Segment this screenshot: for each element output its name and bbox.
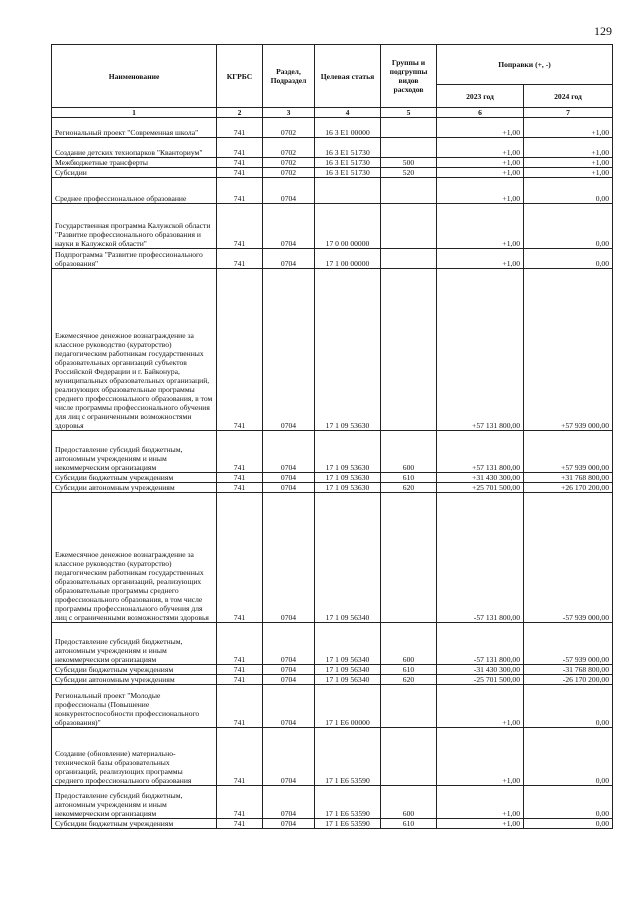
row-target: 17 1 00 00000 — [315, 249, 381, 269]
row-kgrbs: 741 — [217, 138, 263, 158]
table-row — [52, 249, 613, 269]
row-section: 0704 — [263, 178, 315, 204]
row-amount-2024: +1,00 — [524, 158, 613, 168]
row-name: Ежемесячное денежное вознаграждение за классное руководство (кураторство) педагогическим работникам государственных образовательных организаций субъектов Российской Федерации и г. Байконура, муниципальных образовательных организаций, реализующих образовательные программы среднего профессионального образования, в том числе программы профессионального обучения для лиц с ограниченными возможностями здоровья — [52, 269, 217, 431]
header-kgrbs: КГРБС — [217, 45, 263, 108]
row-section: 0704 — [263, 483, 315, 493]
table-row — [52, 168, 613, 178]
row-group — [381, 685, 437, 728]
table-row — [52, 685, 613, 728]
table-row — [52, 483, 613, 493]
row-kgrbs: 741 — [217, 623, 263, 665]
row-kgrbs: 741 — [217, 431, 263, 473]
col-number: 4 — [315, 108, 381, 118]
row-group — [381, 493, 437, 623]
row-kgrbs: 741 — [217, 728, 263, 786]
row-section: 0704 — [263, 473, 315, 483]
row-name: Создание детских технопарков "Кванториум" — [52, 138, 217, 158]
row-amount-2024: +57 939 000,00 — [524, 431, 613, 473]
row-group: 620 — [381, 483, 437, 493]
row-section: 0704 — [263, 819, 315, 829]
row-amount-2024: -57 939 000,00 — [524, 623, 613, 665]
row-group — [381, 118, 437, 138]
row-section: 0704 — [263, 685, 315, 728]
row-kgrbs: 741 — [217, 819, 263, 829]
header-groups: Группы и подгруппы видов расходов — [381, 45, 437, 108]
row-amount-2024: 0,00 — [524, 728, 613, 786]
row-target — [315, 178, 381, 204]
row-amount-2023: +1,00 — [437, 158, 524, 168]
row-kgrbs: 741 — [217, 178, 263, 204]
row-group: 500 — [381, 158, 437, 168]
row-amount-2024: +1,00 — [524, 168, 613, 178]
row-section: 0702 — [263, 138, 315, 158]
row-name: Предоставление субсидий бюджетным, автономным учреждениям и иным некоммерческим организациям — [52, 623, 217, 665]
row-kgrbs: 741 — [217, 685, 263, 728]
row-amount-2023: +1,00 — [437, 685, 524, 728]
row-amount-2024: +57 939 000,00 — [524, 269, 613, 431]
row-name: Предоставление субсидий бюджетным, автономным учреждениям и иным некоммерческим организациям — [52, 431, 217, 473]
col-number: 1 — [52, 108, 217, 118]
row-name: Государственная программа Калужской области "Развитие профессионального образования и науки в Калужской области" — [52, 204, 217, 249]
row-section: 0704 — [263, 204, 315, 249]
page-number: 129 — [594, 24, 612, 38]
row-name: Создание (обновление) материально-технической базы образовательных организаций, реализующих программы среднего профессионального образования — [52, 728, 217, 786]
row-target: 17 1 09 56340 — [315, 665, 381, 675]
row-target: 17 1 E6 00000 — [315, 685, 381, 728]
row-name: Среднее профессиональное образование — [52, 178, 217, 204]
row-section: 0704 — [263, 665, 315, 675]
row-group: 610 — [381, 473, 437, 483]
row-target: 17 1 09 53630 — [315, 431, 381, 473]
row-name: Субсидии автономным учреждениям — [52, 483, 217, 493]
row-name: Ежемесячное денежное вознаграждение за классное руководство (кураторство) педагогическим работникам государственных образовательных организаций, реализующих образовательные программы среднего профессионального образования, в том числе программы профессионального обучения для лиц с ограниченными возможностями здоровья — [52, 493, 217, 623]
row-group: 600 — [381, 623, 437, 665]
row-name: Межбюджетные трансферты — [52, 158, 217, 168]
row-name: Субсидии бюджетным учреждениям — [52, 819, 217, 829]
row-group: 600 — [381, 786, 437, 819]
row-section: 0702 — [263, 168, 315, 178]
row-target: 17 1 09 53630 — [315, 483, 381, 493]
row-section: 0704 — [263, 493, 315, 623]
row-kgrbs: 741 — [217, 249, 263, 269]
table-body — [52, 118, 613, 829]
row-amount-2024: +1,00 — [524, 138, 613, 158]
row-section: 0704 — [263, 786, 315, 819]
row-kgrbs: 741 — [217, 204, 263, 249]
row-amount-2024: -57 939 000,00 — [524, 493, 613, 623]
table-row — [52, 473, 613, 483]
row-target: 16 3 E1 00000 — [315, 118, 381, 138]
row-amount-2024: 0,00 — [524, 204, 613, 249]
table-row — [52, 158, 613, 168]
table-row — [52, 786, 613, 819]
row-amount-2023: -57 131 800,00 — [437, 623, 524, 665]
header-amendments: Поправки (+, -) — [437, 45, 613, 85]
row-amount-2023: +57 131 800,00 — [437, 431, 524, 473]
row-section: 0704 — [263, 249, 315, 269]
row-name: Субсидии — [52, 168, 217, 178]
row-amount-2024: -26 170 200,00 — [524, 675, 613, 685]
row-kgrbs: 741 — [217, 786, 263, 819]
row-target: 16 3 E1 51730 — [315, 138, 381, 158]
row-kgrbs: 741 — [217, 473, 263, 483]
row-section: 0704 — [263, 269, 315, 431]
row-section: 0704 — [263, 431, 315, 473]
table-row — [52, 431, 613, 473]
column-numbers-row — [52, 108, 613, 118]
row-amount-2023: -57 131 800,00 — [437, 493, 524, 623]
row-target: 16 3 E1 51730 — [315, 158, 381, 168]
row-name: Региональный проект "Молодые профессионалы (Повышение конкурентоспособности профессионального образования)" — [52, 685, 217, 728]
row-amount-2023: +25 701 500,00 — [437, 483, 524, 493]
row-section: 0702 — [263, 118, 315, 138]
row-amount-2024: 0,00 — [524, 178, 613, 204]
row-target: 17 0 00 00000 — [315, 204, 381, 249]
col-number: 2 — [217, 108, 263, 118]
row-amount-2024: +31 768 800,00 — [524, 473, 613, 483]
row-amount-2023: +1,00 — [437, 786, 524, 819]
row-target: 17 1 E6 53590 — [315, 819, 381, 829]
col-number: 3 — [263, 108, 315, 118]
row-group: 520 — [381, 168, 437, 178]
row-amount-2023: +1,00 — [437, 138, 524, 158]
row-amount-2023: +1,00 — [437, 118, 524, 138]
row-name: Субсидии бюджетным учреждениям — [52, 665, 217, 675]
table-row — [52, 728, 613, 786]
row-kgrbs: 741 — [217, 665, 263, 675]
row-kgrbs: 741 — [217, 168, 263, 178]
table-row — [52, 819, 613, 829]
row-section: 0704 — [263, 675, 315, 685]
table-row — [52, 665, 613, 675]
row-section: 0702 — [263, 158, 315, 168]
table-row — [52, 493, 613, 623]
row-kgrbs: 741 — [217, 269, 263, 431]
table-row — [52, 269, 613, 431]
row-target: 17 1 09 53630 — [315, 473, 381, 483]
row-name: Подпрограмма "Развитие профессионального образования" — [52, 249, 217, 269]
row-group — [381, 269, 437, 431]
table-row — [52, 178, 613, 204]
row-target: 16 3 E1 51730 — [315, 168, 381, 178]
row-kgrbs: 741 — [217, 118, 263, 138]
row-amount-2023: +1,00 — [437, 728, 524, 786]
row-amount-2023: +1,00 — [437, 204, 524, 249]
table-row — [52, 138, 613, 158]
row-amount-2023: +1,00 — [437, 168, 524, 178]
row-group — [381, 178, 437, 204]
col-number: 7 — [524, 108, 613, 118]
row-name: Региональный проект "Современная школа" — [52, 118, 217, 138]
table-row — [52, 675, 613, 685]
row-amount-2023: +57 131 800,00 — [437, 269, 524, 431]
row-amount-2024: 0,00 — [524, 786, 613, 819]
row-target: 17 1 09 56340 — [315, 675, 381, 685]
budget-amendments-table — [51, 44, 613, 829]
row-amount-2023: +31 430 300,00 — [437, 473, 524, 483]
row-kgrbs: 741 — [217, 675, 263, 685]
header-section: Раздел, Подраздел — [263, 45, 315, 108]
table-row — [52, 204, 613, 249]
row-amount-2023: -25 701 500,00 — [437, 675, 524, 685]
row-name: Предоставление субсидий бюджетным, автономным учреждениям и иным некоммерческим организациям — [52, 786, 217, 819]
row-amount-2024: 0,00 — [524, 819, 613, 829]
header-year-2023: 2023 год — [437, 85, 524, 108]
row-name: Субсидии бюджетным учреждениям — [52, 473, 217, 483]
row-kgrbs: 741 — [217, 483, 263, 493]
row-target: 17 1 09 56340 — [315, 623, 381, 665]
col-number: 6 — [437, 108, 524, 118]
row-group — [381, 138, 437, 158]
header-name: Наименование — [52, 45, 217, 108]
table-row — [52, 118, 613, 138]
row-kgrbs: 741 — [217, 158, 263, 168]
row-amount-2024: +1,00 — [524, 118, 613, 138]
row-target: 17 1 E6 53590 — [315, 786, 381, 819]
row-group: 600 — [381, 431, 437, 473]
row-amount-2024: 0,00 — [524, 685, 613, 728]
row-target: 17 1 09 56340 — [315, 493, 381, 623]
row-name: Субсидии автономным учреждениям — [52, 675, 217, 685]
row-section: 0704 — [263, 623, 315, 665]
row-amount-2024: +26 170 200,00 — [524, 483, 613, 493]
row-group — [381, 204, 437, 249]
row-group: 610 — [381, 819, 437, 829]
row-target: 17 1 09 53630 — [315, 269, 381, 431]
table-row — [52, 623, 613, 665]
col-number: 5 — [381, 108, 437, 118]
row-group — [381, 249, 437, 269]
row-section: 0704 — [263, 728, 315, 786]
row-amount-2024: -31 768 800,00 — [524, 665, 613, 675]
row-target: 17 1 E6 53590 — [315, 728, 381, 786]
row-amount-2023: +1,00 — [437, 819, 524, 829]
row-amount-2024: 0,00 — [524, 249, 613, 269]
row-kgrbs: 741 — [217, 493, 263, 623]
row-amount-2023: -31 430 300,00 — [437, 665, 524, 675]
header-target: Целевая статья — [315, 45, 381, 108]
row-group: 610 — [381, 665, 437, 675]
row-amount-2023: +1,00 — [437, 178, 524, 204]
row-group — [381, 728, 437, 786]
header-year-2024: 2024 год — [524, 85, 613, 108]
row-group: 620 — [381, 675, 437, 685]
row-amount-2023: +1,00 — [437, 249, 524, 269]
